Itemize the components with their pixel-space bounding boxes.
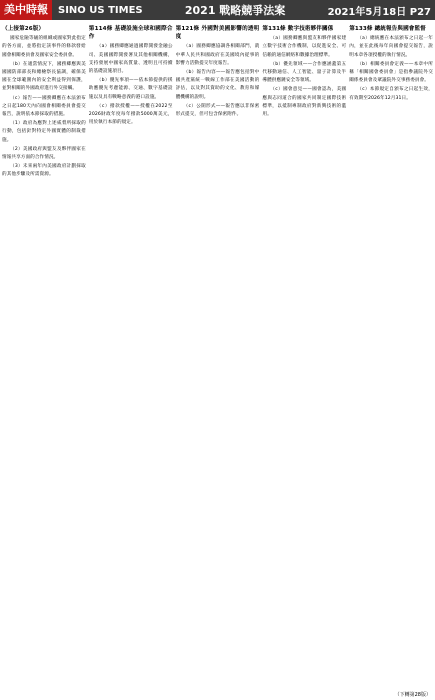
paragraph: （2）美國政府與盟友及夥伴國家在情報共享方面的合作情況。 xyxy=(2,146,86,161)
paragraph: （a）國務卿應通過國際開發金融公司、美國國際開發署及其他相關機構，支持發展中國家高質量、透明且可持續的基礎設施項目。 xyxy=(88,44,173,75)
paragraph: （c）報告——國務卿應在本法頒布之日起180天內向國會相關委員會提交報告，說明依本節採取的措施。 xyxy=(2,95,86,118)
paragraph: （3）未來兩年內美國政府計劃採取的其他步驟及所需資源。 xyxy=(2,164,86,178)
paragraph: （1）政府為應對上述威脅所採取的行動，包括針對特定外國實體的制裁措施。 xyxy=(2,121,86,143)
paper-name: SINO US TIMES xyxy=(58,4,143,16)
column-heading: 第133條 總統報告與國會監督 xyxy=(349,26,426,32)
column-3 xyxy=(176,22,260,690)
column-5 xyxy=(349,22,433,690)
paragraph: （b）優先領域——合作應涵蓋第五代移動通信、人工智能、量子計算及半導體供應鏈安全等領域。 xyxy=(262,61,347,84)
paragraph: （c）撥款授權——授權在2022至2026財政年度每年撥款5000萬美元，用於執行本節的規定。 xyxy=(88,103,173,126)
column-heading: （上接第26版） xyxy=(2,26,45,32)
continued-note: （下轉第28版） xyxy=(394,692,431,698)
paragraph: （b）優先事項——依本節提供的援助應優先考慮能源、交通、數字基礎設施以及具有戰略意義的港口設施。 xyxy=(88,78,173,100)
paragraph: （a）總統應在本法頒布之日起一年內，並在此後每年向國會提交報告，說明本章各項授權的執行情況。 xyxy=(349,36,433,58)
paragraph: （c）公開形式——報告應以非保密形式提交，但可包含保密附件。 xyxy=(175,103,260,118)
paragraph: （b）相關委員會定義——本章中所稱「相關國會委員會」是指參議院外交關係委員會及眾議院外交事務委員會。 xyxy=(349,61,433,84)
column-2 xyxy=(89,22,173,690)
paragraph: （c）本節規定自頒布之日起生效，有效期至2026年12月31日。 xyxy=(349,87,433,101)
paper-logo: 美中時報 xyxy=(0,0,52,20)
paragraph: 國家危險等級的組織或國家對此指定的各方面，並將指定該事件的條款發給國會相關委員會及國家安全委員會。 xyxy=(2,36,86,58)
paragraph: （a）國務卿應與盟友和夥伴國家建立數字技術合作機制，以促進安全、可信賴的通信網絡和數據治理標準。 xyxy=(262,36,347,58)
masthead xyxy=(0,0,435,20)
paragraph: （a）國務卿應協調各相關部門，就中華人民共和國政府在美國境內從事的影響力活動提交年度報告。 xyxy=(175,44,260,66)
column-heading: 第121條 外國對美國影響的透明度 xyxy=(175,26,260,41)
paragraph: （c）國會意見——國會認為，美國應與志同道合的國家共同制定國際技術標準，以抵制專制政府對新興技術的濫用。 xyxy=(262,87,347,118)
article-columns xyxy=(2,22,433,690)
paragraph: （b）在適當情況下，國務卿應與美國國防部部長和總檢察長協調，確保美國在全球範圍內的安全利益得到保護，並對相關的外國政府進行外交接觸。 xyxy=(2,61,86,92)
column-1 xyxy=(2,22,86,690)
issue-date-page: 2021年5月18日 P27 xyxy=(327,6,431,18)
paragraph: （b）報告內容——報告應包括對中國共產黨統一戰線工作部在美國活動的評估，以及對其資助的文化、教育和媒體機構的說明。 xyxy=(175,70,260,100)
column-heading: 第131條 數字技術夥伴關係 xyxy=(262,26,334,32)
column-4 xyxy=(262,22,346,690)
section-title: 2021 戰略競爭法案 xyxy=(184,4,286,17)
column-heading: 第114條 基礎設施全球和國際合作 xyxy=(88,26,173,41)
